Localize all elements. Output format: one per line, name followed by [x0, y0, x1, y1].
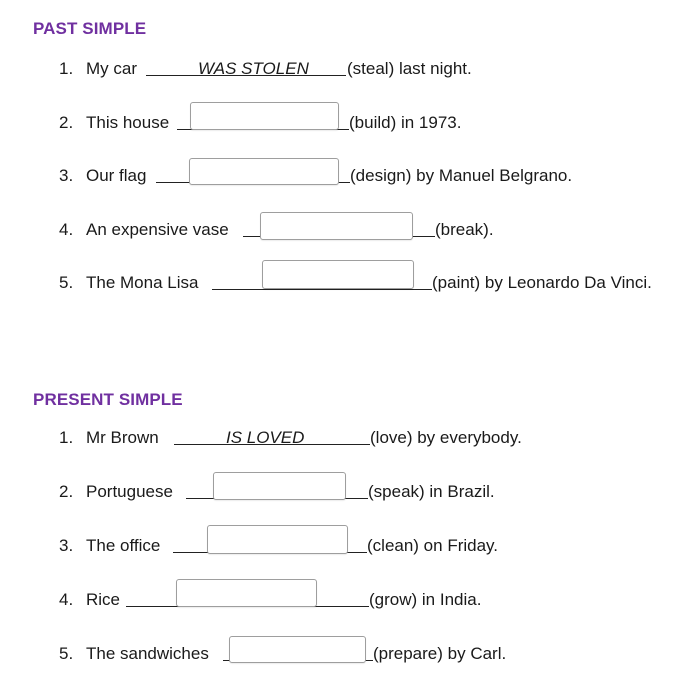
section-title-present-simple: PRESENT SIMPLE	[33, 390, 183, 409]
item-text-after: (design) by Manuel Belgrano.	[350, 166, 573, 185]
item-number: 5.	[59, 644, 74, 663]
item-text-after: (paint) by Leonardo Da Vinci.	[432, 273, 652, 292]
exercise-item	[59, 166, 619, 186]
answer-input-box[interactable]	[262, 260, 414, 289]
answer-input-box[interactable]	[176, 579, 317, 607]
section-title-past-simple: PAST SIMPLE	[33, 19, 147, 38]
item-text-after: (grow) in India.	[369, 590, 482, 609]
item-text-before: An expensive vase	[86, 220, 229, 239]
answer-input-box[interactable]	[207, 525, 348, 554]
item-text-after: (clean) on Friday.	[367, 536, 499, 555]
answer-underline	[212, 289, 432, 290]
item-text-after: (break).	[435, 220, 494, 239]
item-text-before: The sandwiches	[86, 644, 209, 663]
answer-input-box[interactable]	[260, 212, 413, 240]
item-text-before: Portuguese	[86, 482, 173, 501]
item-text-after: (prepare) by Carl.	[373, 644, 507, 663]
item-text-before: Our flag	[86, 166, 147, 185]
filled-answer: IS LOVED	[226, 428, 305, 447]
item-number: 2.	[59, 482, 74, 501]
item-number: 1.	[59, 59, 74, 78]
item-number: 4.	[59, 220, 74, 239]
filled-answer: WAS STOLEN	[198, 59, 309, 78]
item-text-before: Rice	[86, 590, 121, 609]
answer-input-box[interactable]	[190, 102, 339, 130]
item-text-after: (build) in 1973.	[349, 113, 462, 132]
item-number: 3.	[59, 536, 74, 555]
item-number: 5.	[59, 273, 74, 292]
item-number: 4.	[59, 590, 74, 609]
answer-input-box[interactable]	[229, 636, 366, 663]
item-text-after: (speak) in Brazil.	[368, 482, 495, 501]
item-number: 3.	[59, 166, 74, 185]
exercise-item	[59, 428, 559, 448]
item-text-before: This house	[86, 113, 170, 132]
item-text-before: Mr Brown	[86, 428, 159, 447]
item-text-after: (love) by everybody.	[370, 428, 522, 447]
answer-input-box[interactable]	[189, 158, 339, 185]
item-text-after: (steal) last night.	[347, 59, 472, 78]
item-text-before: The Mona Lisa	[86, 273, 199, 292]
item-number: 1.	[59, 428, 74, 447]
item-text-before: The office	[86, 536, 161, 555]
answer-input-box[interactable]	[213, 472, 346, 500]
exercise-item	[59, 59, 519, 79]
item-number: 2.	[59, 113, 74, 132]
item-text-before: My car	[86, 59, 137, 78]
